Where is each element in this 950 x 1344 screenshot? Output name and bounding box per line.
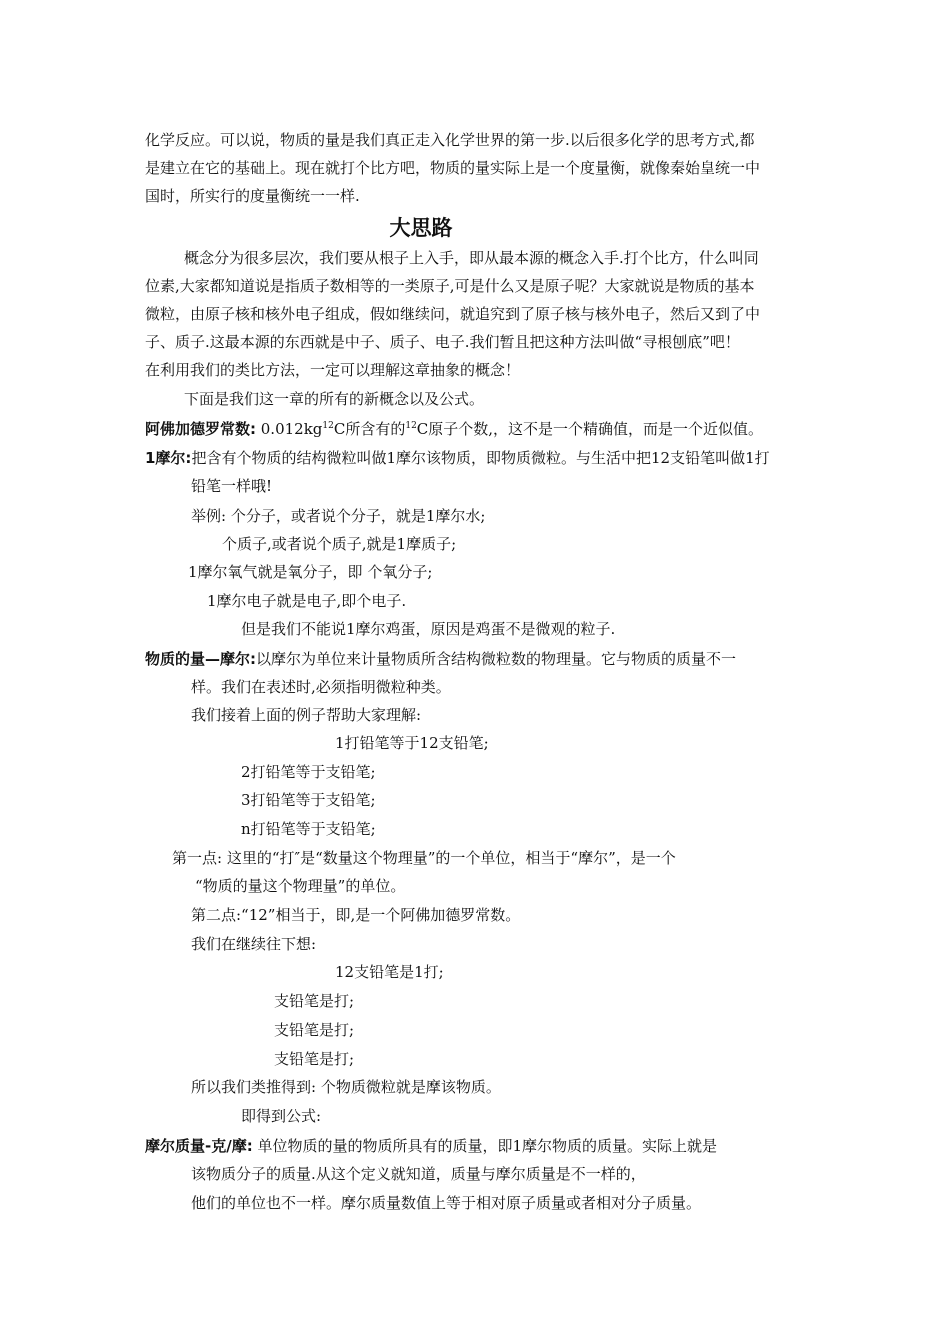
- intro-line: 化学反应。可以说，物质的量是我们真正走入化学世界的第一步.以后很多化学的思考方式,都: [145, 131, 755, 149]
- concept-line: 位素,大家都知道说是指质子数相等的一类原子,可是什么又是原子呢？大家就说是物质的基本: [145, 277, 755, 295]
- amount-text: 即得到公式:: [241, 1107, 322, 1125]
- molar-mass-definition: [145, 1136, 717, 1156]
- avogadro-text: C所含有的: [333, 420, 406, 438]
- avogadro-text: C原子个数,，这不是一个精确值，而是一个近似值。: [416, 420, 764, 438]
- concept-line: 概念分为很多层次，我们要从根子上入手，即从最本源的概念入手.打个比方，什么叫同: [184, 249, 759, 267]
- molar-mass-text: 他们的单位也不一样。摩尔质量数值上等于相对原子质量或者相对分子质量。: [191, 1194, 702, 1212]
- avogadro-definition: [145, 419, 763, 439]
- point-line: 第二点:“12”相当于，即,是一个阿佛加德罗常数。: [191, 906, 521, 924]
- superscript: 12: [322, 421, 334, 431]
- mole-text: 把含有个物质的结构微粒叫做1摩尔该物质，即物质微粒。与生活中把12支铅笔叫做1打: [191, 449, 770, 467]
- example-line: 但是我们不能说1摩尔鸡蛋，原因是鸡蛋不是微观的粒子.: [241, 620, 616, 638]
- concept-line: 微粒，由原子核和核外电子组成，假如继续问，就追究到了原子核与核外电子，然后又到了中: [145, 305, 761, 323]
- section-title: 大思路: [389, 216, 453, 240]
- point-line: “物质的量这个物理量”的单位。: [195, 877, 406, 895]
- example-line: 个质子,或者说个质子,就是1摩质子;: [222, 535, 457, 553]
- point-line: 第一点: 这里的“打″是“数量这个物理量”的一个单位，相当于“摩尔”，是一个: [172, 849, 676, 867]
- equation-line: 12支铅笔是1打;: [335, 963, 444, 981]
- equation-line: 支铅笔是打;: [274, 992, 355, 1010]
- avogadro-term: 阿佛加德罗常数:: [145, 420, 256, 438]
- example-line: 1摩尔氧气就是氧分子，即 个氧分子;: [188, 563, 433, 581]
- example-line: 1摩尔电子就是电子,即个电子.: [207, 592, 407, 610]
- amount-term: 物质的量—摩尔:: [145, 650, 256, 668]
- concept-line: 下面是我们这一章的所有的新概念以及公式。: [184, 390, 485, 408]
- mole-term: 1摩尔:: [145, 449, 192, 467]
- equation-line: 支铅笔是打;: [274, 1050, 355, 1068]
- molar-mass-term: 摩尔质量-克/摩:: [145, 1137, 253, 1155]
- amount-text: 以摩尔为单位来计量物质所含结构微粒数的物理量。它与物质的质量不一: [256, 650, 737, 668]
- amount-definition: [145, 649, 736, 669]
- avogadro-text: 0.012kg: [256, 420, 323, 438]
- example-line: 举例: 个分子，或者说个分子，就是1摩尔水;: [191, 507, 486, 525]
- superscript: 12: [405, 421, 417, 431]
- molar-mass-text: 该物质分子的质量.从这个定义就知道，质量与摩尔质量是不一样的，: [191, 1165, 646, 1183]
- amount-text: 所以我们类推得到: 个物质微粒就是摩该物质。: [191, 1078, 501, 1096]
- amount-text: 我们接着上面的例子帮助大家理解:: [191, 706, 422, 724]
- intro-line: 是建立在它的基础上。现在就打个比方吧，物质的量实际上是一个度量衡，就像秦始皇统一中: [145, 159, 761, 177]
- concept-line: 在利用我们的类比方法，一定可以理解这章抽象的概念！: [145, 361, 521, 379]
- amount-text: 样。我们在表述时,必须指明微粒种类。: [191, 678, 451, 696]
- concept-line: 子、质子.这最本源的东西就是中子、质子、电子.我们暂且把这种方法叫做“寻根刨底”吧！: [145, 333, 740, 351]
- equation-line: 1打铅笔等于12支铅笔;: [335, 734, 489, 752]
- amount-text: 我们在继续往下想:: [191, 935, 317, 953]
- equation-line: 支铅笔是打;: [274, 1021, 355, 1039]
- intro-line: 国时，所实行的度量衡统一一样.: [145, 187, 360, 205]
- mole-text: 铅笔一样哦!: [191, 477, 273, 495]
- molar-mass-text: 单位物质的量的物质所具有的质量，即1摩尔物质的质量。实际上就是: [252, 1137, 718, 1155]
- mole-definition: [145, 448, 770, 468]
- equation-line: 2打铅笔等于支铅笔;: [241, 763, 376, 781]
- equation-line: 3打铅笔等于支铅笔;: [241, 791, 376, 809]
- equation-line: n打铅笔等于支铅笔;: [241, 820, 376, 838]
